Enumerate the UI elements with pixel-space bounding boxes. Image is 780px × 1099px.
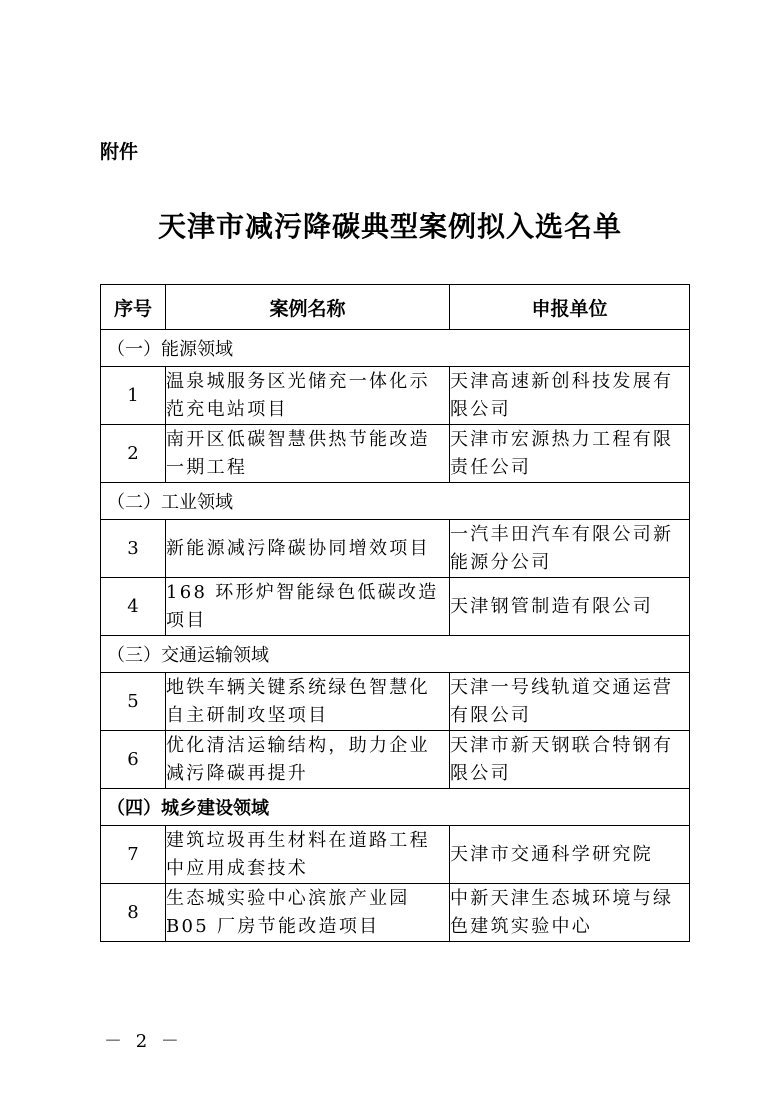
row-index: 6 bbox=[101, 731, 166, 789]
row-unit: 天津钢管制造有限公司 bbox=[450, 578, 690, 636]
row-unit: 天津市宏源热力工程有限责任公司 bbox=[450, 425, 690, 483]
row-case-name: 地铁车辆关键系统绿色智慧化自主研制攻坚项目 bbox=[166, 673, 450, 731]
category-row-industry bbox=[101, 483, 690, 520]
row-unit: 天津市新天钢联合特钢有限公司 bbox=[450, 731, 690, 789]
table-row bbox=[101, 425, 690, 483]
header-unit: 申报单位 bbox=[450, 285, 690, 330]
row-case-name: 建筑垃圾再生材料在道路工程中应用成套技术 bbox=[166, 826, 450, 884]
header-case-name: 案例名称 bbox=[166, 285, 450, 330]
category-label: （一）能源领域 bbox=[101, 330, 690, 367]
table-row bbox=[101, 731, 690, 789]
case-table bbox=[100, 284, 690, 942]
category-row-urban-rural bbox=[101, 789, 690, 826]
row-unit: 天津一号线轨道交通运营有限公司 bbox=[450, 673, 690, 731]
category-row-energy bbox=[101, 330, 690, 367]
document-title: 天津市减污降碳典型案例拟入选名单 bbox=[157, 210, 622, 243]
row-unit: 天津市交通科学研究院 bbox=[450, 826, 690, 884]
row-index: 8 bbox=[101, 884, 166, 942]
category-label: （三）交通运输领域 bbox=[101, 636, 690, 673]
category-label: （四）城乡建设领域 bbox=[101, 789, 690, 826]
table-row bbox=[101, 673, 690, 731]
row-index: 1 bbox=[101, 367, 166, 425]
row-case-name: 168 环形炉智能绿色低碳改造项目 bbox=[166, 578, 450, 636]
row-case-name: 南开区低碳智慧供热节能改造一期工程 bbox=[166, 425, 450, 483]
row-index: 5 bbox=[101, 673, 166, 731]
row-case-name: 生态城实验中心滨旅产业园B05 厂房节能改造项目 bbox=[166, 884, 450, 942]
row-case-name: 优化清洁运输结构，助力企业减污降碳再提升 bbox=[166, 731, 450, 789]
row-unit: 中新天津生态城环境与绿色建筑实验中心 bbox=[450, 884, 690, 942]
table-row bbox=[101, 826, 690, 884]
row-case-name: 新能源减污降碳协同增效项目 bbox=[166, 520, 450, 578]
row-index: 3 bbox=[101, 520, 166, 578]
table-header-row bbox=[101, 285, 690, 330]
row-unit: 天津高速新创科技发展有限公司 bbox=[450, 367, 690, 425]
table-row bbox=[101, 884, 690, 942]
row-index: 7 bbox=[101, 826, 166, 884]
table-row bbox=[101, 367, 690, 425]
row-index: 4 bbox=[101, 578, 166, 636]
page-number: － 2 － bbox=[104, 1031, 183, 1052]
attachment-label: 附件 bbox=[100, 141, 139, 163]
category-row-transport bbox=[101, 636, 690, 673]
row-case-name: 温泉城服务区光储充一体化示范充电站项目 bbox=[166, 367, 450, 425]
table-row bbox=[101, 520, 690, 578]
row-index: 2 bbox=[101, 425, 166, 483]
table-row bbox=[101, 578, 690, 636]
header-index: 序号 bbox=[101, 285, 166, 330]
row-unit: 一汽丰田汽车有限公司新能源分公司 bbox=[450, 520, 690, 578]
category-label: （二）工业领域 bbox=[101, 483, 690, 520]
